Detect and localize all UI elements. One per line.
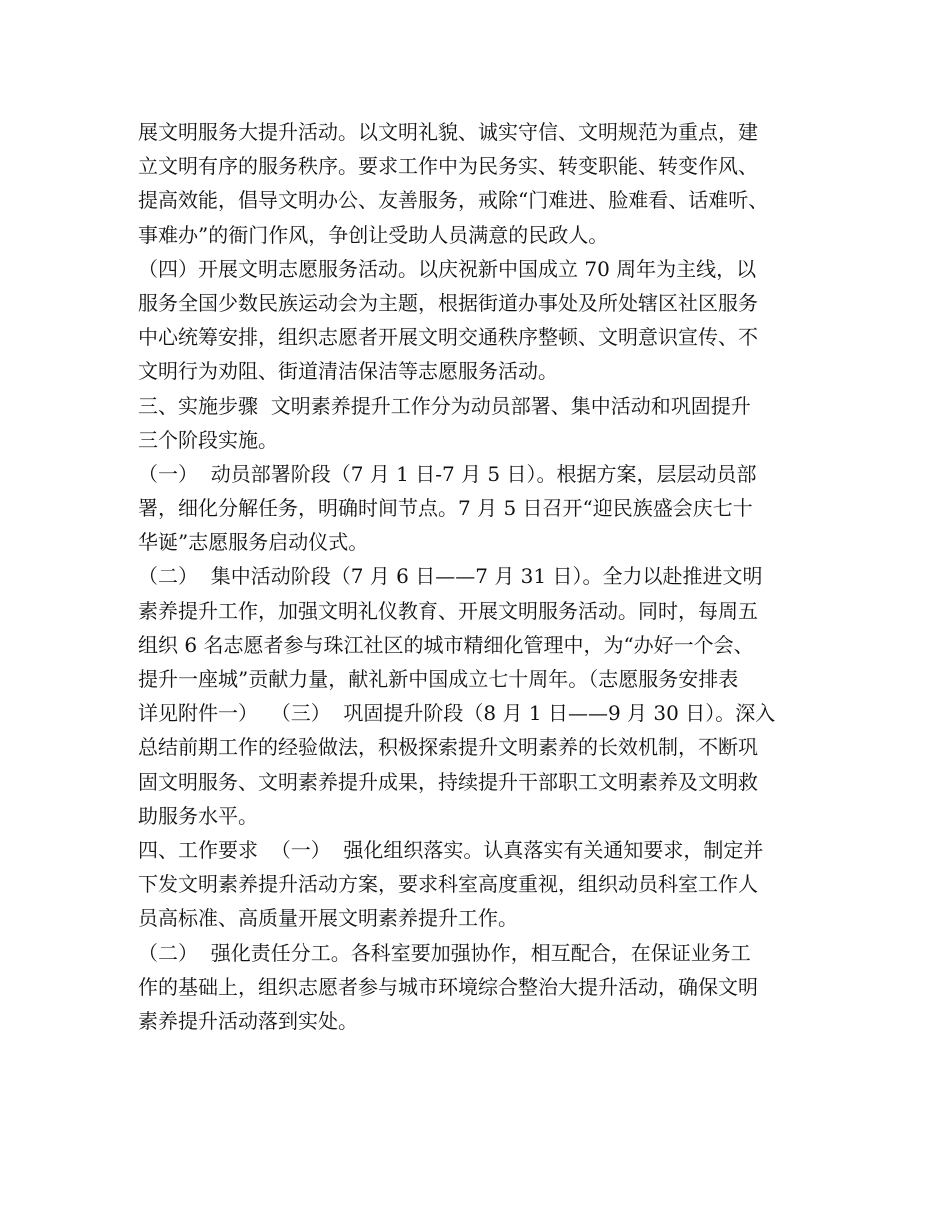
text-line: 立文明有序的服务秩序。要求工作中为民务实、转变职能、转变作风、 xyxy=(138,154,758,179)
text-line: 署，细化分解任务，明确时间节点。7 月 5 日召开“迎民族盛会庆七十 xyxy=(138,496,753,521)
text-line: （二） 集中活动阶段（7 月 6 日——7 月 31 日）。全力以赴推进文明 xyxy=(138,564,763,589)
text-line: 展文明服务大提升活动。以文明礼貌、诚实守信、文明规范为重点，建 xyxy=(138,120,758,144)
text-line: （一） 动员部署阶段（7 月 1 日-7 月 5 日）。根据方案，层层动员部 xyxy=(138,461,757,486)
text-line: 四、工作要求 （一） 强化组织落实。认真落实有关通知要求，制定并 xyxy=(138,837,764,862)
text-line: 组织 6 名志愿者参与珠江社区的城市精细化管理中，为“办好一个会、 xyxy=(138,632,754,657)
text-line: 三个阶段实施。 xyxy=(138,427,278,452)
text-line: （四）开展文明志愿服务活动。以庆祝新中国成立 70 周年为主线，以 xyxy=(138,256,757,281)
text-line: 下发文明素养提升活动方案，要求科室高度重视，组织动员科室工作人 xyxy=(138,872,758,897)
text-line: 提升一座城”贡献力量，献礼新中国成立七十周年。（志愿服务安排表 xyxy=(138,667,739,691)
text-line: 三、实施步骤 文明素养提升工作分为动员部署、集中活动和巩固提升 xyxy=(138,393,751,418)
text-line: 总结前期工作的经验做法，积极探索提升文明素养的长效机制，不断巩 xyxy=(138,735,758,760)
text-line: 素养提升活动落到实处。 xyxy=(138,1008,358,1033)
text-line: 中心统筹安排，组织志愿者开展文明交通秩序整顿、文明意识宣传、不 xyxy=(138,325,758,350)
text-line: 提高效能，倡导文明办公、友善服务，戒除“门难进、脸难看、话难听、 xyxy=(138,188,769,213)
text-line: （二） 强化责任分工。各科室要加强协作，相互配合，在保证业务工 xyxy=(138,940,751,965)
document-body xyxy=(138,115,828,1038)
text-line: 素养提升工作，加强文明礼仪教育、开展文明服务活动。同时，每周五 xyxy=(138,598,758,623)
text-line: 文明行为劝阻、街道清洁保洁等志愿服务活动。 xyxy=(138,359,558,384)
text-line: 作的基础上，组织志愿者参与城市环境综合整治大提升活动，确保文明 xyxy=(138,974,758,999)
text-line: 服务全国少数民族运动会为主题，根据街道办事处及所处辖区社区服务 xyxy=(138,290,758,315)
text-line: 事难办”的衙门作风，争创让受助人员满意的民政人。 xyxy=(138,222,609,247)
text-line: 固文明服务、文明素养提升成果，持续提升干部职工文明素养及文明救 xyxy=(138,769,758,794)
text-line: 华诞”志愿服务启动仪式。 xyxy=(138,530,369,555)
text-line: 助服务水平。 xyxy=(138,803,258,828)
text-line: 员高标准、高质量开展文明素养提升工作。 xyxy=(138,906,518,931)
text-line: 详见附件一） （三） 巩固提升阶段（8 月 1 日——9 月 30 日）。深入 xyxy=(138,701,776,726)
